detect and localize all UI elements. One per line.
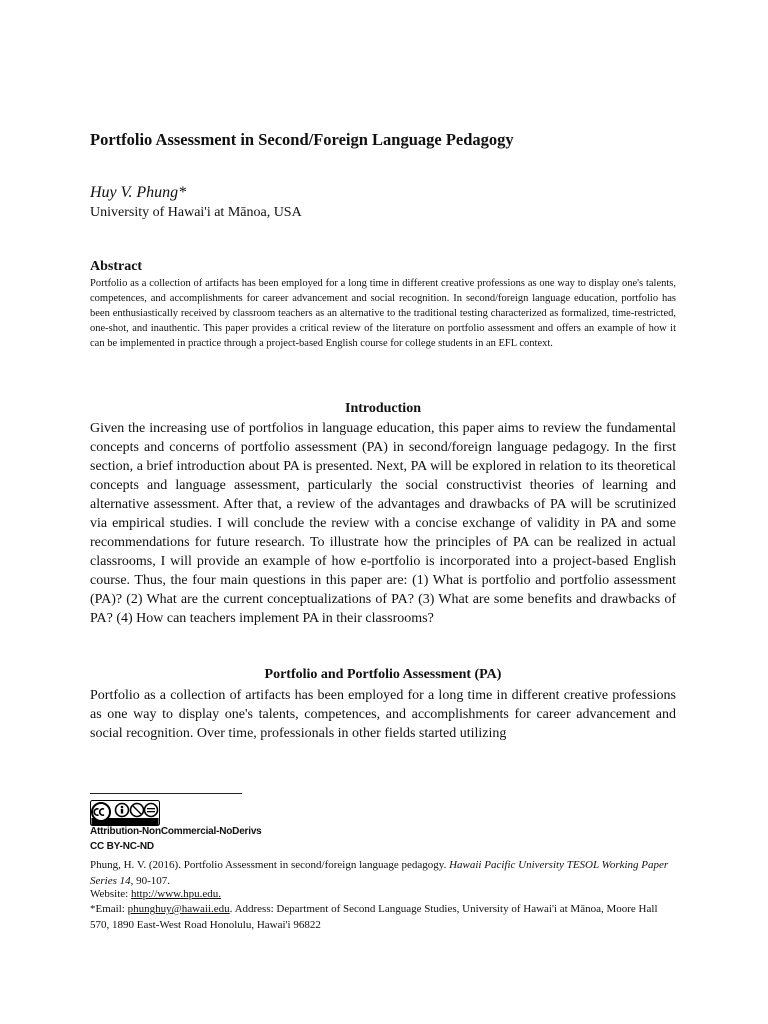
website-label: Website:: [90, 888, 131, 900]
citation-journal: Hawaii Pacific University TESOL Working Paper Series 14: [90, 859, 669, 887]
section-heading-portfolio: Portfolio and Portfolio Assessment (PA): [264, 667, 502, 682]
website-line: [90, 886, 676, 902]
abstract-text: Portfolio as a collection of artifacts has been employed for a long time in different creative professions as one way to display one's talents, competences, and accomplishments for career advancement and social recognition. In second/foreign language education, portfolio has been enthusiastically received by classroom teachers as an alternative to the traditional testing characterized as formalized, time-restricted, one-shot, and inauthentic. This paper provides a critical review of the literature on portfolio assessment and offers an example of how it can be implemented in practice through a project-based English course for college students in an EFL context.: [90, 278, 676, 349]
license-code: CC BY-NC-ND: [90, 841, 154, 852]
email-label: *Email:: [90, 903, 128, 915]
paper-title: Portfolio Assessment in Second/Foreign Language Pedagogy: [90, 130, 514, 149]
author-affiliation: University of Hawai'i at Mānoa, USA: [90, 205, 302, 220]
email-address-line: [90, 901, 676, 933]
introduction-heading: Introduction: [345, 401, 421, 416]
citation-pages: , 90-107.: [130, 875, 171, 887]
abstract-heading: Abstract: [90, 259, 143, 274]
license-name: Attribution-NonCommercial-NoDerivs: [90, 826, 262, 837]
address-text: . Address: Department of Second Language Studies, University of Hawai'i at Mānoa, Moore Hall 570, 1890 East-West Road Honolulu, Hawai'i 96822: [90, 903, 658, 931]
section-text-portfolio: Portfolio as a collection of artifacts has been employed for a long time in different creative professions as one way to display one's talents, competences, and accomplishments for career advancement and social recognition. Over time, professionals in other fields started utilizing: [90, 688, 676, 741]
footnote-rule: [90, 793, 242, 794]
email-link[interactable]: phunghuy@hawaii.edu: [127, 903, 230, 915]
citation-text: Phung, H. V. (2016). Portfolio Assessment in second/foreign language pedagogy.: [90, 859, 450, 871]
creative-commons-badge-icon[interactable]: [90, 800, 160, 826]
citation: [90, 857, 676, 889]
introduction-text: Given the increasing use of portfolios in language education, this paper aims to review the fundamental concepts and concerns of portfolio assessment (PA) in second/foreign language pedagogy. In the first section, a brief introduction about PA is presented. Next, PA will be explored in relation to its theoretical concepts and language assessment, particularly the social constructivist theories of learning and alternative assessment. After that, a review of the advantages and drawbacks of PA will be scrutinized via empirical studies. I will conclude the review with a concise exchange of validity in PA and some recommendations for future research. To illustrate how the principles of PA can be realized in actual classrooms, I will provide an example of how e-portfolio is incorporated into a project-based English course. Thus, the four main questions in this paper are: (1) What is portfolio and portfolio assessment (PA)? (2) What are the current conceptualizations of PA? (3) What are some benefits and drawbacks of PA? (4) How can teachers implement PA in their classrooms?: [90, 421, 676, 626]
website-link[interactable]: http://www.hpu.edu.: [130, 888, 221, 900]
author-name: Huy V. Phung*: [90, 184, 187, 201]
